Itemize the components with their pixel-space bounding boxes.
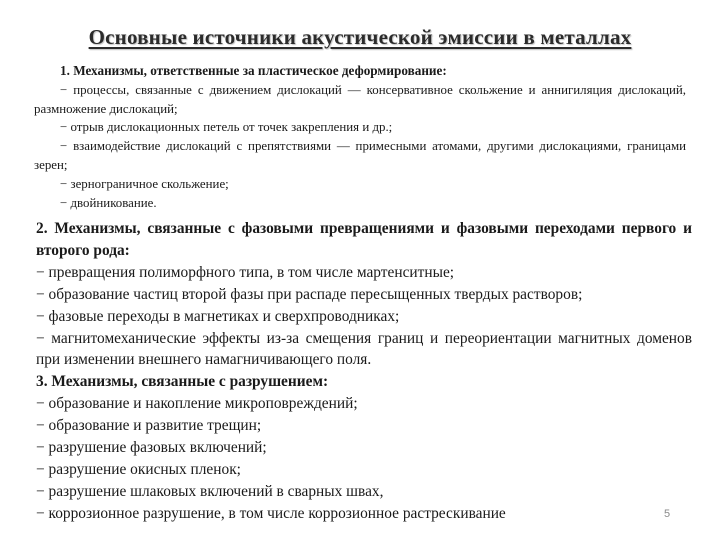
section-plastic-deformation — [34, 62, 686, 212]
section-phase-and-fracture — [36, 218, 692, 525]
section-3-item: − образование и накопление микроповреждений; — [36, 395, 358, 413]
section-1-item: − процессы, связанные с движением дислокаций — консервативное скольжение и аннигиляция дислокаций, размножение дислокаций; — [34, 82, 686, 116]
page-number: 5 — [664, 508, 671, 520]
section-1-item: − зернограничное скольжение; — [60, 176, 229, 191]
section-3-item: − образование и развитие трещин; — [36, 417, 262, 435]
section-2-item: − фазовые переходы в магнетиках и сверхпроводниках; — [36, 307, 400, 325]
section-2-item: − превращения полиморфного типа, в том числе мартенситные; — [36, 263, 455, 281]
section-3-heading: 3. Механизмы, связанные с разрушением: — [36, 373, 329, 391]
section-2-heading: 2. Механизмы, связанные с фазовыми превращениями и фазовыми переходами первого и второго рода: — [36, 220, 692, 259]
section-3-item: − коррозионное разрушение, в том числе коррозионное растрескивание — [36, 504, 506, 522]
section-1-item: − отрыв дислокационных петель от точек закрепления и др.; — [60, 120, 393, 135]
section-3-item: − разрушение окисных пленок; — [36, 460, 241, 478]
section-3-item: − разрушение шлаковых включений в сварных швах, — [36, 482, 384, 500]
section-1-item: − взаимодействие дислокаций с препятствиями — примесными атомами, другими дислокациями, границами зерен; — [34, 139, 686, 172]
section-1-heading: 1. Механизмы, ответственные за пластическое деформирование: — [60, 63, 447, 78]
section-3-item: − разрушение фазовых включений; — [36, 439, 267, 457]
slide-title: Основные источники акустической эмиссии в металлах — [88, 25, 632, 49]
section-2-item: − магнитомеханические эффекты из-за смещения границ и переориентации магнитных доменов при изменении внешнего намагничивающего поля. — [36, 329, 692, 369]
section-1-item: − двойникование. — [60, 195, 157, 210]
section-2-item: − образование частиц второй фазы при распаде пересыщенных твердых растворов; — [36, 285, 583, 303]
